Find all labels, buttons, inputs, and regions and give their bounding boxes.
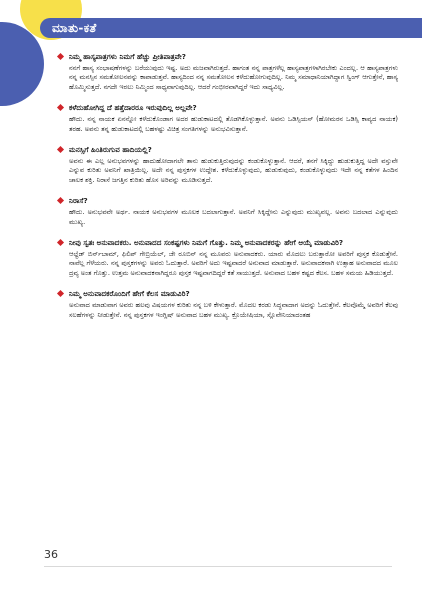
answer-text: ಅವನು ಈ ಎಲ್ಲ ಅನುಭವಗಳನ್ನು ಹಾದುಹೋದಾಗಲೇ ತಾನು ಹುಡುಕುತ್ತಿರುವುದನ್ನು ಕಂಡುಕೊಳ್ಳುತ್ತಾನೆ. ಆದರೆ, ತನಗೆ ಸಿಕ್ಕಿದ್ದು ಹುಡುಕುತ್ತಿದ್ದ ಅದೇ ವಸ್ತುವೇ ಎನ್ನುವ ಕುರಿತು ಅವನಿಗೆ ಖಾತ್ರಿಯಿಲ್ಲ. ಅದೇ ನನ್ನ ಪುಸ್ತಕಗಳ ಉದ್ದೇಶ. ಕಳೆದುಕೊಳ್ಳುವುದು, ಹುಡುಕುವುದು, ಕಂಡುಕೊಳ್ಳುವುದು ಇದೇ ನನ್ನ ಕತೆಗಳ ಹಿಂದಿನ ಚಾಲಕ ಶಕ್ತಿ. ನಿರಾಸೆ ಜಗತ್ತಿನ ಕುರಿತು ಹೊಸ ಅರಿವನ್ನು ಮೂಡಿಸುತ್ತದೆ. — [69, 157, 398, 184]
section-header-bar — [40, 18, 422, 38]
diamond-bullet-icon — [57, 197, 64, 204]
footer-divider — [44, 566, 392, 567]
answer-text: ಅನುವಾದ ಮಾಡುವಾಗ ಅವರು ಹಲವು ವಿಷಯಗಳ ಕುರಿತು ನನ್ನ ಬಳಿ ಕೇಳುತ್ತಾರೆ. ಮೊದಲ ಕರಡು ಸಿದ್ಧವಾದಾಗ ಅದನ್ನು ಓದುತ್ತೇನೆ. ಕೆಲವೊಮ್ಮೆ ಅವರಿಗೆ ಕೆಲವು ಸಲಹೆಗಳನ್ನು ನೀಡುತ್ತೇನೆ. ನನ್ನ ಪುಸ್ತಕಗಳ ಇಂಗ್ಲಿಷ್ ಅನುವಾದ ಬಹಳ ಮುಖ್ಯ. ಕ್ರೊಯೇಷಿಯಾ, ಸ್ಲೊವೇನಿಯಾದಂತಹ — [69, 301, 398, 319]
qa-item — [58, 238, 398, 278]
diamond-bullet-icon — [57, 104, 64, 111]
answer-text: ಹೌದು. ಅನುಭವವೇ ಅರ್ಥ. ನಾಯಕ ಅನುಭವಗಳ ಮೂಲಕ ಬದಲಾಗುತ್ತಾನೆ. ಅವನಿಗೆ ಸಿಕ್ಕಿದ್ದೇನು ಎನ್ನುವುದು ಮುಖ್ಯವಲ್ಲ. ಅವನು ಬದಲಾದ ಎನ್ನುವುದು ಮುಖ್ಯ. — [69, 208, 398, 226]
qa-item — [58, 196, 398, 227]
diamond-bullet-icon — [57, 290, 64, 297]
question — [58, 103, 398, 113]
answer-text: ಆಲ್ಫ್ರೆಡ್ ಬಿರ್ನ್‌ಬಾಮ್, ಫಿಲಿಪ್ ಗೇಬ್ರಿಯೆಲ್, ಜೇ ರೂಬಿನ್ ನನ್ನ ಮೂವರು ಅನುವಾದಕರು. ಯಾರು ಮೊದಲು ಬರುತ್ತಾರೋ ಅವರಿಗೆ ಪುಸ್ತಕ ಕೊಡುತ್ತೇನೆ. ನಾವೆಲ್ಲ ಗೆಳೆಯರು. ನನ್ನ ಪುಸ್ತಕಗಳನ್ನು ಅವರು ಓದುತ್ತಾರೆ. ಅವರಿಗೆ ಅದು ಇಷ್ಟವಾದರೆ ಅನುವಾದ ಮಾಡುತ್ತಾರೆ. ಅನುವಾದಕನಾಗಿ ಉತ್ಸಾಹ ಅನುವಾದದ ಮೂಲ ದ್ರವ್ಯ ಅಂತ ಗೊತ್ತು. ಉತ್ತಮ ಅನುವಾದಕನಾಗಿದ್ದರೂ ಪುಸ್ತಕ ಇಷ್ಟವಾಗದಿದ್ದರೆ ಕತೆ ಸಾಯುತ್ತದೆ. ಅನುವಾದ ಬಹಳ ಕಷ್ಟದ ಕೆಲಸ. ಬಹಳ ಸಮಯ ಹಿಡಿಯುತ್ತದೆ. — [69, 250, 398, 277]
question-text: ಕಳೆದುಹೋಗಿದ್ದ ದೆ ಹತ್ತೆದಾರರೂ ಇರುವುದಿಲ್ಲ ಅಲ್ಲವೇ? — [69, 103, 197, 113]
qa-item — [58, 145, 398, 185]
question-text: ನಿಮ್ಮ ಅನುವಾದಕರೊಂದಿಗೆ ಹೇಗೆ ಕೆಲಸ ಮಾಡುವಿರಿ? — [69, 289, 190, 299]
question — [58, 289, 398, 299]
diamond-bullet-icon — [57, 239, 64, 246]
question-text: ನಿರಾಸೆ? — [69, 196, 88, 206]
question-text: ನೀವು ಸ್ವತಃ ಅನುವಾದಕರು. ಅನುವಾದದ ಸಂಕಷ್ಟಗಳು ನಿಮಗೆ ಗೊತ್ತು. ನಿಮ್ಮ ಅನುವಾದಕರನ್ನು ಹೇಗೆ ಆಯ್ಕೆ ಮಾಡುವಿರಿ? — [69, 238, 344, 248]
diamond-bullet-icon — [57, 53, 64, 60]
qa-item — [58, 289, 398, 320]
question — [58, 196, 398, 206]
answer-text: ನನಗೆ ಹಾಸ್ಯ ಸಂಭಾಷಣೆಗಳನ್ನು ಬರೆಯುವುದು ಇಷ್ಟ. ಅದು ಮಜವಾಗಿರುತ್ತದೆ. ಹಾಗಂತ ನನ್ನ ಪಾತ್ರಗಳೆಲ್ಲ ಹಾಸ್ಯಪಾತ್ರಗಳಾಗಿರಬೇಕು ಎಂದಲ್ಲ. ಆ ಹಾಸ್ಯಪಾತ್ರಗಳು ನನ್ನ ಮನಸ್ಸಿನ ಸಮತೋಲನವನ್ನು ಕಾಪಾಡುತ್ತವೆ. ಹಾಸ್ಯದಿಂದ ನನ್ನ ಸಮತೋಲನ ಕಳೆದುಹೋಗುವುದಿಲ್ಲ. ನಿಮ್ಮ ಸಮಾಧಾನಿಯಾಗಿದ್ದಾಗ ಸ್ವಿಂಗ್ ಆಗುತ್ತೇನೆ, ಹಾಸ್ಯ ಹೊಮ್ಮಿಸುತ್ತದೆ. ನಗದೇ ಇರಲು ನಿಮ್ಮಿಂದ ಸಾಧ್ಯವಾಗುವುದಿಲ್ಲ. ಆದರೆ ಗಂಭೀರವಾಗಿದ್ದರೆ ಇದು ಸಾಧ್ಯವಿಲ್ಲ. — [69, 64, 398, 91]
qa-item — [58, 52, 398, 92]
question — [58, 52, 398, 62]
question-text: ಮನಸ್ಸಿಗೆ ಹಿಂತಿರುಗುವ ಹಾದಿಯಲ್ಲಿ? — [69, 145, 152, 155]
section-title: ಮಾತು-ಕತೆ — [52, 21, 97, 35]
page-number: 36 — [44, 548, 58, 561]
interview-content — [58, 52, 398, 331]
qa-item — [58, 103, 398, 134]
diamond-bullet-icon — [57, 146, 64, 153]
question — [58, 145, 398, 155]
question-text: ನಿಮ್ಮ ಹಾಸ್ಯಪಾತ್ರಗಳು ನಿಮಗೆ ಹೆಚ್ಚು ಪ್ರೀತಿಪಾತ್ರವೇ? — [69, 52, 186, 61]
question — [58, 238, 398, 248]
answer-text: ಹೌದು. ನನ್ನ ನಾಯಕ ಏನನ್ನೋ ಕಳೆದುಕೊಂಡಾಗ ಅದರ ಹುಡುಕಾಟದಲ್ಲಿ ತೊಡಗಿಕೊಳ್ಳುತ್ತಾನೆ. ಅವನು ಒಡಿಸ್ಸಿಯಸ್ (ಹೋಮರನ ಒಡಿಸ್ಸಿ ಕಾವ್ಯದ ನಾಯಕ) ತರಹ. ಅವನು ತನ್ನ ಹುಡುಕಾಟದಲ್ಲಿ ಬಹಳಷ್ಟು ವಿಚಿತ್ರ ಸಂಗತಿಗಳನ್ನು ಅನುಭವಿಸುತ್ತಾನೆ. — [69, 115, 398, 133]
